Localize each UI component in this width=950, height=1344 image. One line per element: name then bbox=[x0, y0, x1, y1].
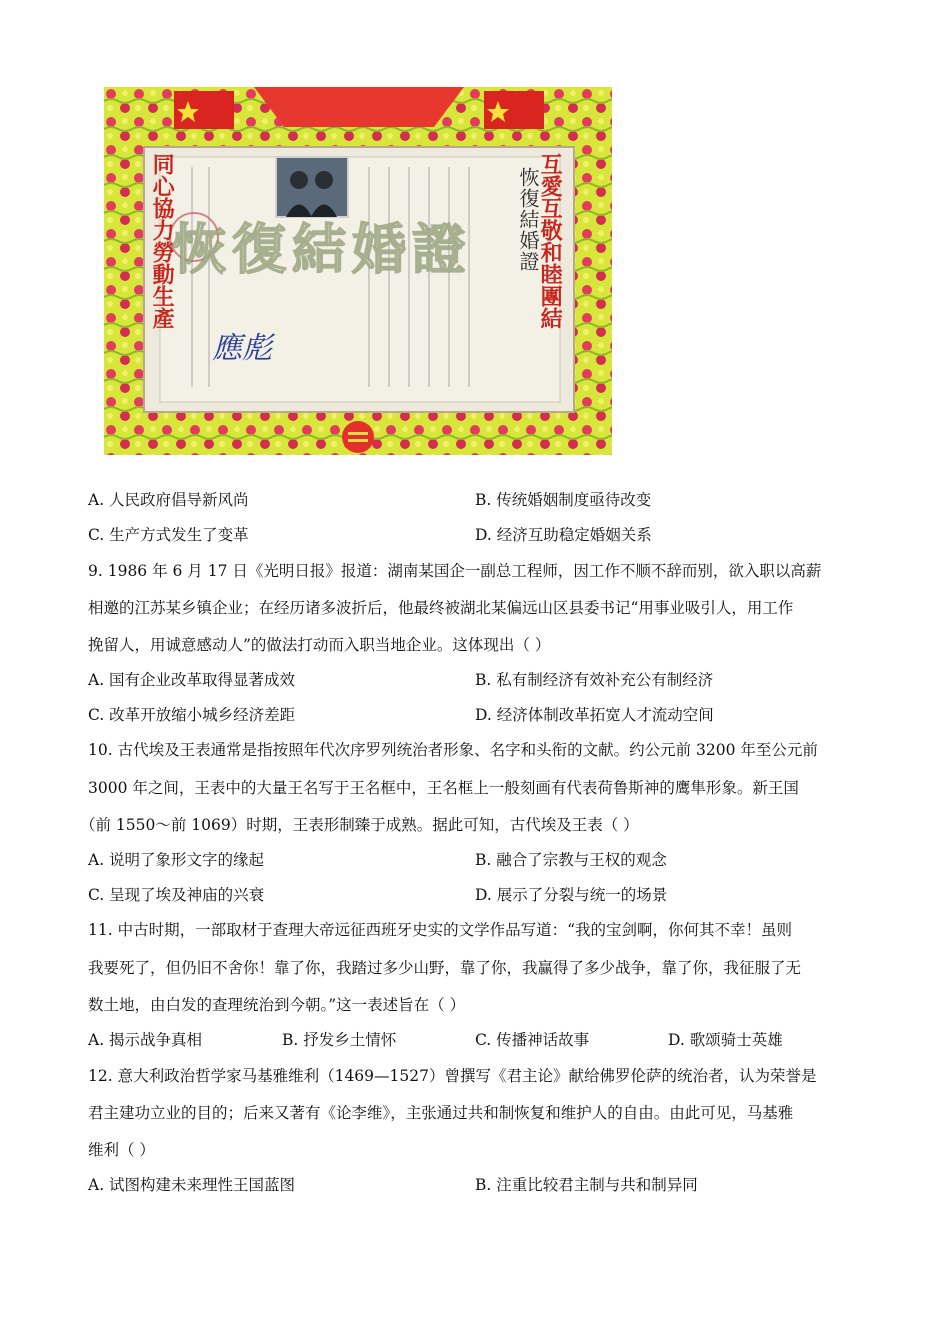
q8-option-c: C. 生产方式发生了变革 bbox=[88, 526, 249, 544]
q9-option-d: D. 经济体制改革拓宽人才流动空间 bbox=[475, 706, 714, 724]
q11-stem-line-1: 11. 中古时期，一部取材于查理大帝远征西班牙史实的文学作品写道：“我的宝剑啊，你何其不幸！虽则 bbox=[88, 921, 793, 939]
q10-option-d: D. 展示了分裂与统一的场景 bbox=[475, 886, 668, 904]
q9-stem-line-2: 相邀的江苏某乡镇企业；在经历诸多波折后，他最终被湖北某偏远山区县委书记“用事业吸引人，用工作 bbox=[88, 599, 794, 617]
q12-stem-line-1: 12. 意大利政治哲学家马基雅维利（1469—1527）曾撰写《君主论》献给佛罗伦萨的统治者，认为荣誉是 bbox=[88, 1067, 817, 1085]
q10-stem-line-1: 10. 古代埃及王表通常是指按照年代次序罗列统治者形象、名字和头衔的文献。约公元前 3200 年至公元前 bbox=[88, 741, 818, 759]
q11-option-d: D. 歌颂骑士英雄 bbox=[668, 1031, 783, 1049]
q9-option-a: A. 国有企业改革取得显著成效 bbox=[88, 671, 296, 689]
q9-stem-line-3: 挽留人，用诚意感动人”的做法打动而入职当地企业。这体现出（ ） bbox=[88, 636, 551, 654]
q10-option-a: A. 说明了象形文字的缘起 bbox=[88, 851, 265, 869]
q10-option-c: C. 呈现了埃及神庙的兴衰 bbox=[88, 886, 265, 904]
certificate-title: 恢復結婚證 bbox=[172, 217, 472, 281]
registrar-signature: 應彪 bbox=[212, 331, 272, 366]
q11-stem-line-2: 我要死了，但仍旧不舍你！靠了你，我踏过多少山野，靠了你，我赢得了多少战争，靠了你，我征服了无 bbox=[88, 959, 802, 977]
q11-option-c: C. 传播神话故事 bbox=[475, 1031, 590, 1049]
q12-stem-line-3: 维利（ ） bbox=[88, 1141, 155, 1159]
q8-option-b: B. 传统婚姻制度亟待改变 bbox=[475, 491, 652, 509]
q8-option-d: D. 经济互助稳定婚姻关系 bbox=[475, 526, 652, 544]
q9-option-c: C. 改革开放缩小城乡经济差距 bbox=[88, 706, 296, 724]
certificate-left-slogan: 同心協力勞動生產 bbox=[149, 153, 176, 329]
certificate-subheading: 恢復結婚證 bbox=[516, 167, 540, 272]
q11-option-b: B. 抒发乡土情怀 bbox=[282, 1031, 397, 1049]
q12-option-a: A. 试图构建未来理性王国蓝图 bbox=[88, 1176, 296, 1194]
marriage-certificate-image bbox=[104, 87, 612, 455]
q9-stem-line-1: 9. 1986 年 6 月 17 日《光明日报》报道：湖南某国企一副总工程师，因工作不顺不辞而别，欲入职以高薪 bbox=[88, 562, 822, 580]
q12-option-b: B. 注重比较君主制与共和制异同 bbox=[475, 1176, 698, 1194]
q11-option-a: A. 揭示战争真相 bbox=[88, 1031, 203, 1049]
q10-stem-line-2: 3000 年之间，王表中的大量王名写于王名框中，王名框上一般刻画有代表荷鲁斯神的鹰隼形象。新王国 bbox=[88, 779, 799, 797]
q12-stem-line-2: 君主建功立业的目的；后来又著有《论李维》，主张通过共和制恢复和维护人的自由。由此可见，马基雅 bbox=[88, 1104, 794, 1122]
q10-option-b: B. 融合了宗教与王权的观念 bbox=[475, 851, 667, 869]
certificate-right-slogan: 互愛互敬和睦團結 bbox=[537, 153, 564, 329]
q8-option-a: A. 人民政府倡导新风尚 bbox=[88, 491, 249, 509]
q9-option-b: B. 私有制经济有效补充公有制经济 bbox=[475, 671, 714, 689]
q11-stem-line-3: 数土地，由白发的查理统治到今朝。”这一表述旨在（ ） bbox=[88, 996, 466, 1014]
q10-stem-line-3: （前 1550～前 1069）时期，王表形制臻于成熟。据此可知，古代埃及王表（ ） bbox=[80, 816, 639, 834]
